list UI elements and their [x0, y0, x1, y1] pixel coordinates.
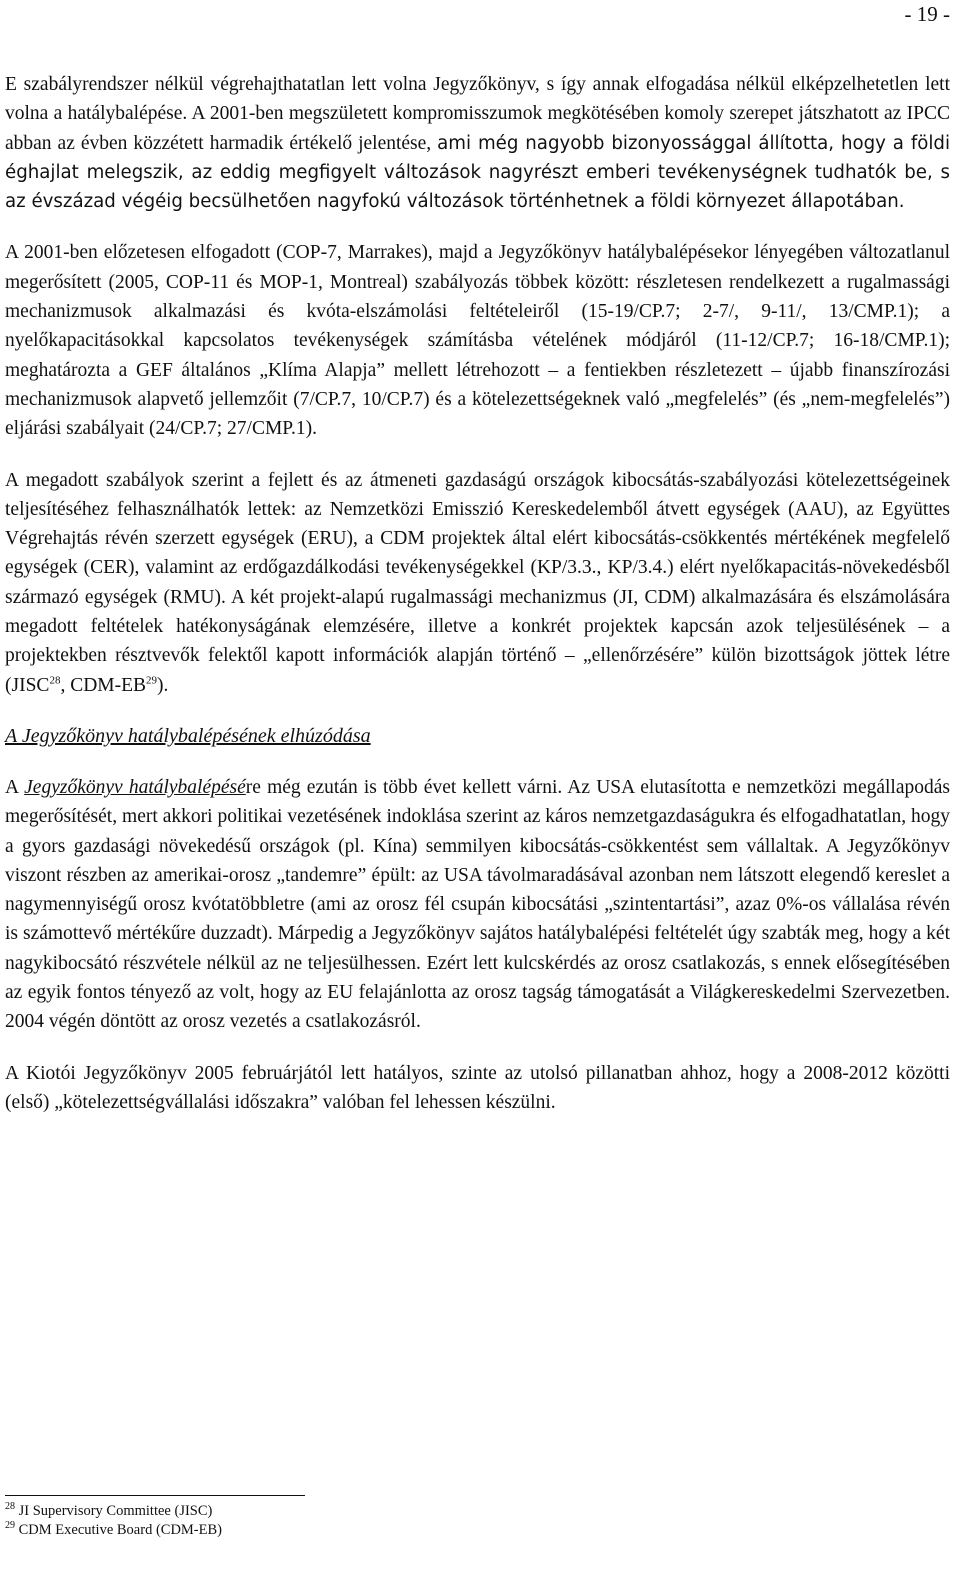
paragraph-4-start: A — [5, 776, 25, 798]
footnote-ref-28[interactable]: 28 — [49, 674, 61, 687]
footnote-ref-29[interactable]: 29 — [146, 674, 158, 687]
footnote-number: 28 — [5, 1501, 15, 1513]
footnote-number: 29 — [5, 1520, 15, 1532]
page-number: - 19 - — [904, 2, 950, 26]
footnote-28 — [5, 1502, 950, 1521]
entry-into-force-link[interactable]: Jegyzőkönyv hatálybalépésé — [24, 776, 246, 798]
footnote-text: CDM Executive Board (CDM-EB) — [15, 1522, 222, 1538]
footnote-29 — [5, 1521, 950, 1540]
paragraph-4 — [5, 773, 950, 1037]
paragraph-4-rest: re még ezután is több évet kellett várni. Az USA elutasította e nemzetközi megállapodás megerősítését, mert akkori politikai vezetésének indoklása szerint az káros nemzetgazdaságukra és elfogadhatatlan, hogy a gyors gazdasági növekedésű országok (pl. Kína) semmilyen kibocsátás-csökkentést sem vállaltak. A Jegyzőkönyv viszont részben az amerikai-orosz „tandemre” épült: az USA távolmaradásával azonban nem látszott elegendő kereslet a nagymennyiségű orosz kvótatöbbletre (ami az orosz fél csupán kibocsátási „szintentartási”, azaz 0%-os vállalása révén is számottevő mértékűre duzzadt). Márpedig a Jegyzőkönyv sajátos hatálybalépési feltételét úgy szabták meg, hogy a két nagykibocsátó részvétele nélkül az ne teljesülhessen. Ezért lett kulcskérdés az orosz csatlakozás, s ennek elősegítésében az egyik fontos tényező az volt, hogy az EU felajánlotta az orosz tagság támogatását a Világkereskedelmi Szervezetben. 2004 végén döntött az orosz vezetés a csatlakozásról. — [5, 776, 951, 1033]
paragraph-3-main: A megadott szabályok szerint a fejlett és az átmeneti gazdaságú országok kibocsátás-szabályozási kötelezettségeinek teljesítéséhez felhasználhatók lettek: az Nemzetközi Emisszió Kereskedelemből átvett egységek (AAU), az Együttes Végrehajtás révén szerzett egységek (ERU), a CDM projektek által elért kibocsátás-csökkentés mértékének megfelelő egységek (CER), valamint az erdőgazdálkodási tevékenységekkel (KP/3.3., KP/3.4.) elért nyelőkapacitás-növekedésből származó egységek (RMU). A két projekt-alapú rugalmassági mechanizmus (JI, CDM) alkalmazására és elszámolására megadott feltételek hatékonyságának elemzésére, illetve a konkrét projektek kapcsán azok teljesülésének – a projektekben résztvevők felektől kapott információk alapján történő – „ellenőrzésére” külön bizottságok jöttek létre (JISC — [5, 469, 950, 696]
paragraph-1-part-1: E szabályrendszer nélkül végrehajthatatlan lett volna Jegyzőkönyv, s így annak elfogadása nélkül elképzelhetetlen lett volna a hatálybalépése. A 2001-ben megszületett kompromisszumok megkötésében komoly szerepet játszhatott az IPCC abban az évben közzétett harmadik értékelő jelentése, — [5, 74, 950, 154]
paragraph-2: A 2001-ben előzetesen elfogadott (COP-7, Marrakes), majd a Jegyzőkönyv hatálybalépésekor lényegében változatlanul megerősített (2005, COP-11 és MOP-1, Montreal) szabályozás többek között: részletesen rendelkezett a rugalmassági mechanizmusok alkalmazási és kvóta-elszámolási feltételeiről (15-19/CP.7; 2-7/, 9-11/, 13/CMP.1); a nyelőkapacitásokkal kapcsolatos tevékenységek számításba vételének módjáról (11-12/CP.7; 16-18/CMP.1); meghatározta a GEF általános „Klíma Alapja” mellett létrehozott – a fentiekben részletezett – újabb finanszírozási mechanizmusok alapvető jellemzőit (7/CP.7, 10/CP.7) és a kötelezettségeknek való „megfelelés” (és „nem-megfelelés”) eljárási szabályait (24/CP.7; 27/CMP.1). — [5, 242, 950, 440]
paragraph-1 — [5, 70, 950, 216]
document-body — [5, 70, 950, 1139]
paragraph-3-mid: , CDM-EB — [60, 674, 147, 696]
footnote-separator — [5, 1495, 305, 1496]
footnotes — [5, 1495, 950, 1540]
paragraph-3-end: ). — [157, 674, 169, 696]
footnote-text: JI Supervisory Committee (JISC) — [15, 1503, 213, 1519]
paragraph-1-part-2: ami még nagyobb bizonyossággal állította, hogy a földi éghajlat melegszik, az eddig megfigyelt változások nagyrészt emberi tevékenységnek tudhatók be, s az évszázad végéig becsülhetően nagyfokú változások történhetnek a földi környezet állapotában. — [5, 132, 950, 213]
paragraph-5: A Kiotói Jegyzőkönyv 2005 februárjától lett hatályos, szinte az utolsó pillanatban ahhoz, hogy a 2008-2012 közötti (első) „kötelezettségvállalási időszakra” valóban fel lehessen készülni. — [5, 1062, 950, 1113]
paragraph-3 — [5, 466, 950, 700]
section-heading: A Jegyzőkönyv hatálybalépésének elhúzódása — [5, 724, 371, 747]
